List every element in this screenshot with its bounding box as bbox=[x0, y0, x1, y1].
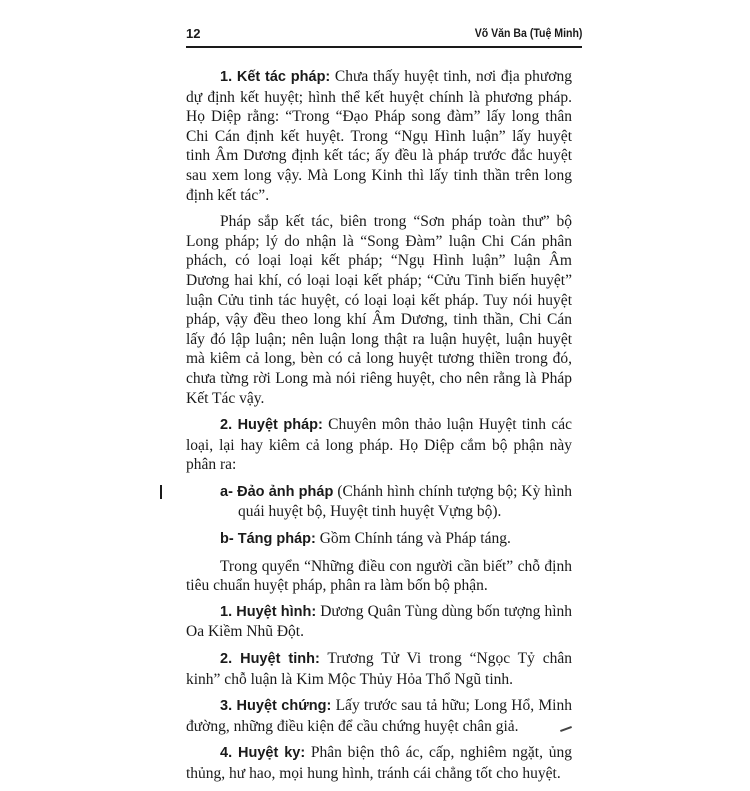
page-body bbox=[186, 67, 572, 791]
item-huyet-chung bbox=[186, 696, 572, 736]
item-term: 3. Huyệt chứng: bbox=[220, 698, 332, 715]
page-header bbox=[186, 20, 582, 48]
subsection-tang-phap bbox=[186, 529, 572, 550]
section-ket-tac-phap bbox=[186, 67, 572, 205]
item-huyet-hinh bbox=[186, 602, 572, 642]
item-term: 4. Huyệt ky: bbox=[220, 745, 306, 762]
paragraph-nhung-dieu bbox=[186, 557, 572, 596]
section-term: 1. Kết tác pháp: bbox=[220, 69, 331, 85]
subsection-dao-anh-phap bbox=[186, 482, 572, 522]
paragraph-text: Trong quyển “Những điều con người cần biết” chỗ định tiêu chuẩn huyệt pháp, phân ra làm bốn bộ phận. bbox=[186, 557, 572, 595]
section-huyet-phap bbox=[186, 415, 572, 475]
section-text: Chưa thấy huyệt tinh, nơi địa phương dự định kết huyệt; hình thể kết huyệt chính là phương pháp. Họ Diệp rằng: “Trong “Đạo Pháp song đàm” lấy long thân Chi Cán định kết huyệt. Trong “Ngụ Hình luận” lấy huyệt tinh Âm Dương định kết tác; ấy đều là pháp trước đắc huyệt sau xem long vậy. Mà Long Kinh thì lấy tinh thần trên long định kết tác”. bbox=[186, 68, 573, 204]
paragraph-phap-sap-ket-tac bbox=[186, 212, 572, 408]
paragraph-text: Pháp sắp kết tác, biên trong “Sơn pháp toàn thư” bộ Long pháp; lý do nhận là “Song Đàm” luận Chi Cán phân phách, có loại loại kết pháp; “Ngụ Hình luận” luận Âm Dương hai khí, có loại loại kết pháp; “Cửu Tinh biến huyệt” luận Cửu tinh tác huyệt, có loại loại kết pháp. Tuy nói huyệt pháp, vậy đều theo long khí Âm Dương, tinh thần, Chi Cán lấy đó lập luận; nên luận long thật ra luận huyệt, luận huyệt mà kiêm cả long, bèn có cả long huyệt tương thiền trong đó, chưa từng rời Long mà nói riêng huyệt, cho nên rằng là Pháp Kết Tác vậy. bbox=[186, 213, 572, 407]
item-text: Lấy trước sau tả hữu; Long Hổ, Minh đường, những điều kiện để cầu chứng huyệt chân giả. bbox=[186, 697, 572, 735]
subsection-text: (Chánh hình chính tượng bộ; Kỳ hình quái huyệt bộ, Huyệt tinh huyệt Vựng bộ). bbox=[238, 482, 572, 521]
item-text: Trương Tử Vi trong “Ngọc Tỷ chân kinh” chỗ luận là Kim Mộc Thủy Hỏa Thổ Ngũ tinh. bbox=[186, 650, 572, 688]
section-term: 2. Huyệt pháp: bbox=[220, 417, 323, 434]
subsection-term: b- Táng pháp: bbox=[220, 531, 316, 548]
item-huyet-ky bbox=[186, 743, 572, 783]
running-head: Võ Văn Ba (Tuệ Minh) bbox=[474, 26, 582, 40]
item-term: 2. Huyệt tinh: bbox=[220, 651, 320, 668]
subsection-term: a- Đảo ảnh pháp bbox=[220, 483, 334, 500]
subsection-text: Gồm Chính táng và Pháp táng. bbox=[315, 530, 511, 548]
item-text: Phân biện thô ác, cấp, nghiêm ngặt, ủng thủng, hư hao, mọi hung hình, tránh cái chẳng tốt cho huyệt. bbox=[186, 744, 572, 782]
margin-mark bbox=[160, 485, 162, 499]
item-text: Dương Quân Tùng dùng bốn tượng hình Oa Kiềm Nhũ Đột. bbox=[186, 602, 572, 641]
page-number: 12 bbox=[186, 26, 201, 41]
item-huyet-tinh bbox=[186, 649, 572, 689]
item-term: 1. Huyệt hình: bbox=[220, 603, 317, 620]
section-text: Chuyên môn thảo luận Huyệt tinh các loại, lại hay kiêm cả long pháp. Họ Diệp cắm bộ phận này phân ra: bbox=[186, 416, 573, 474]
